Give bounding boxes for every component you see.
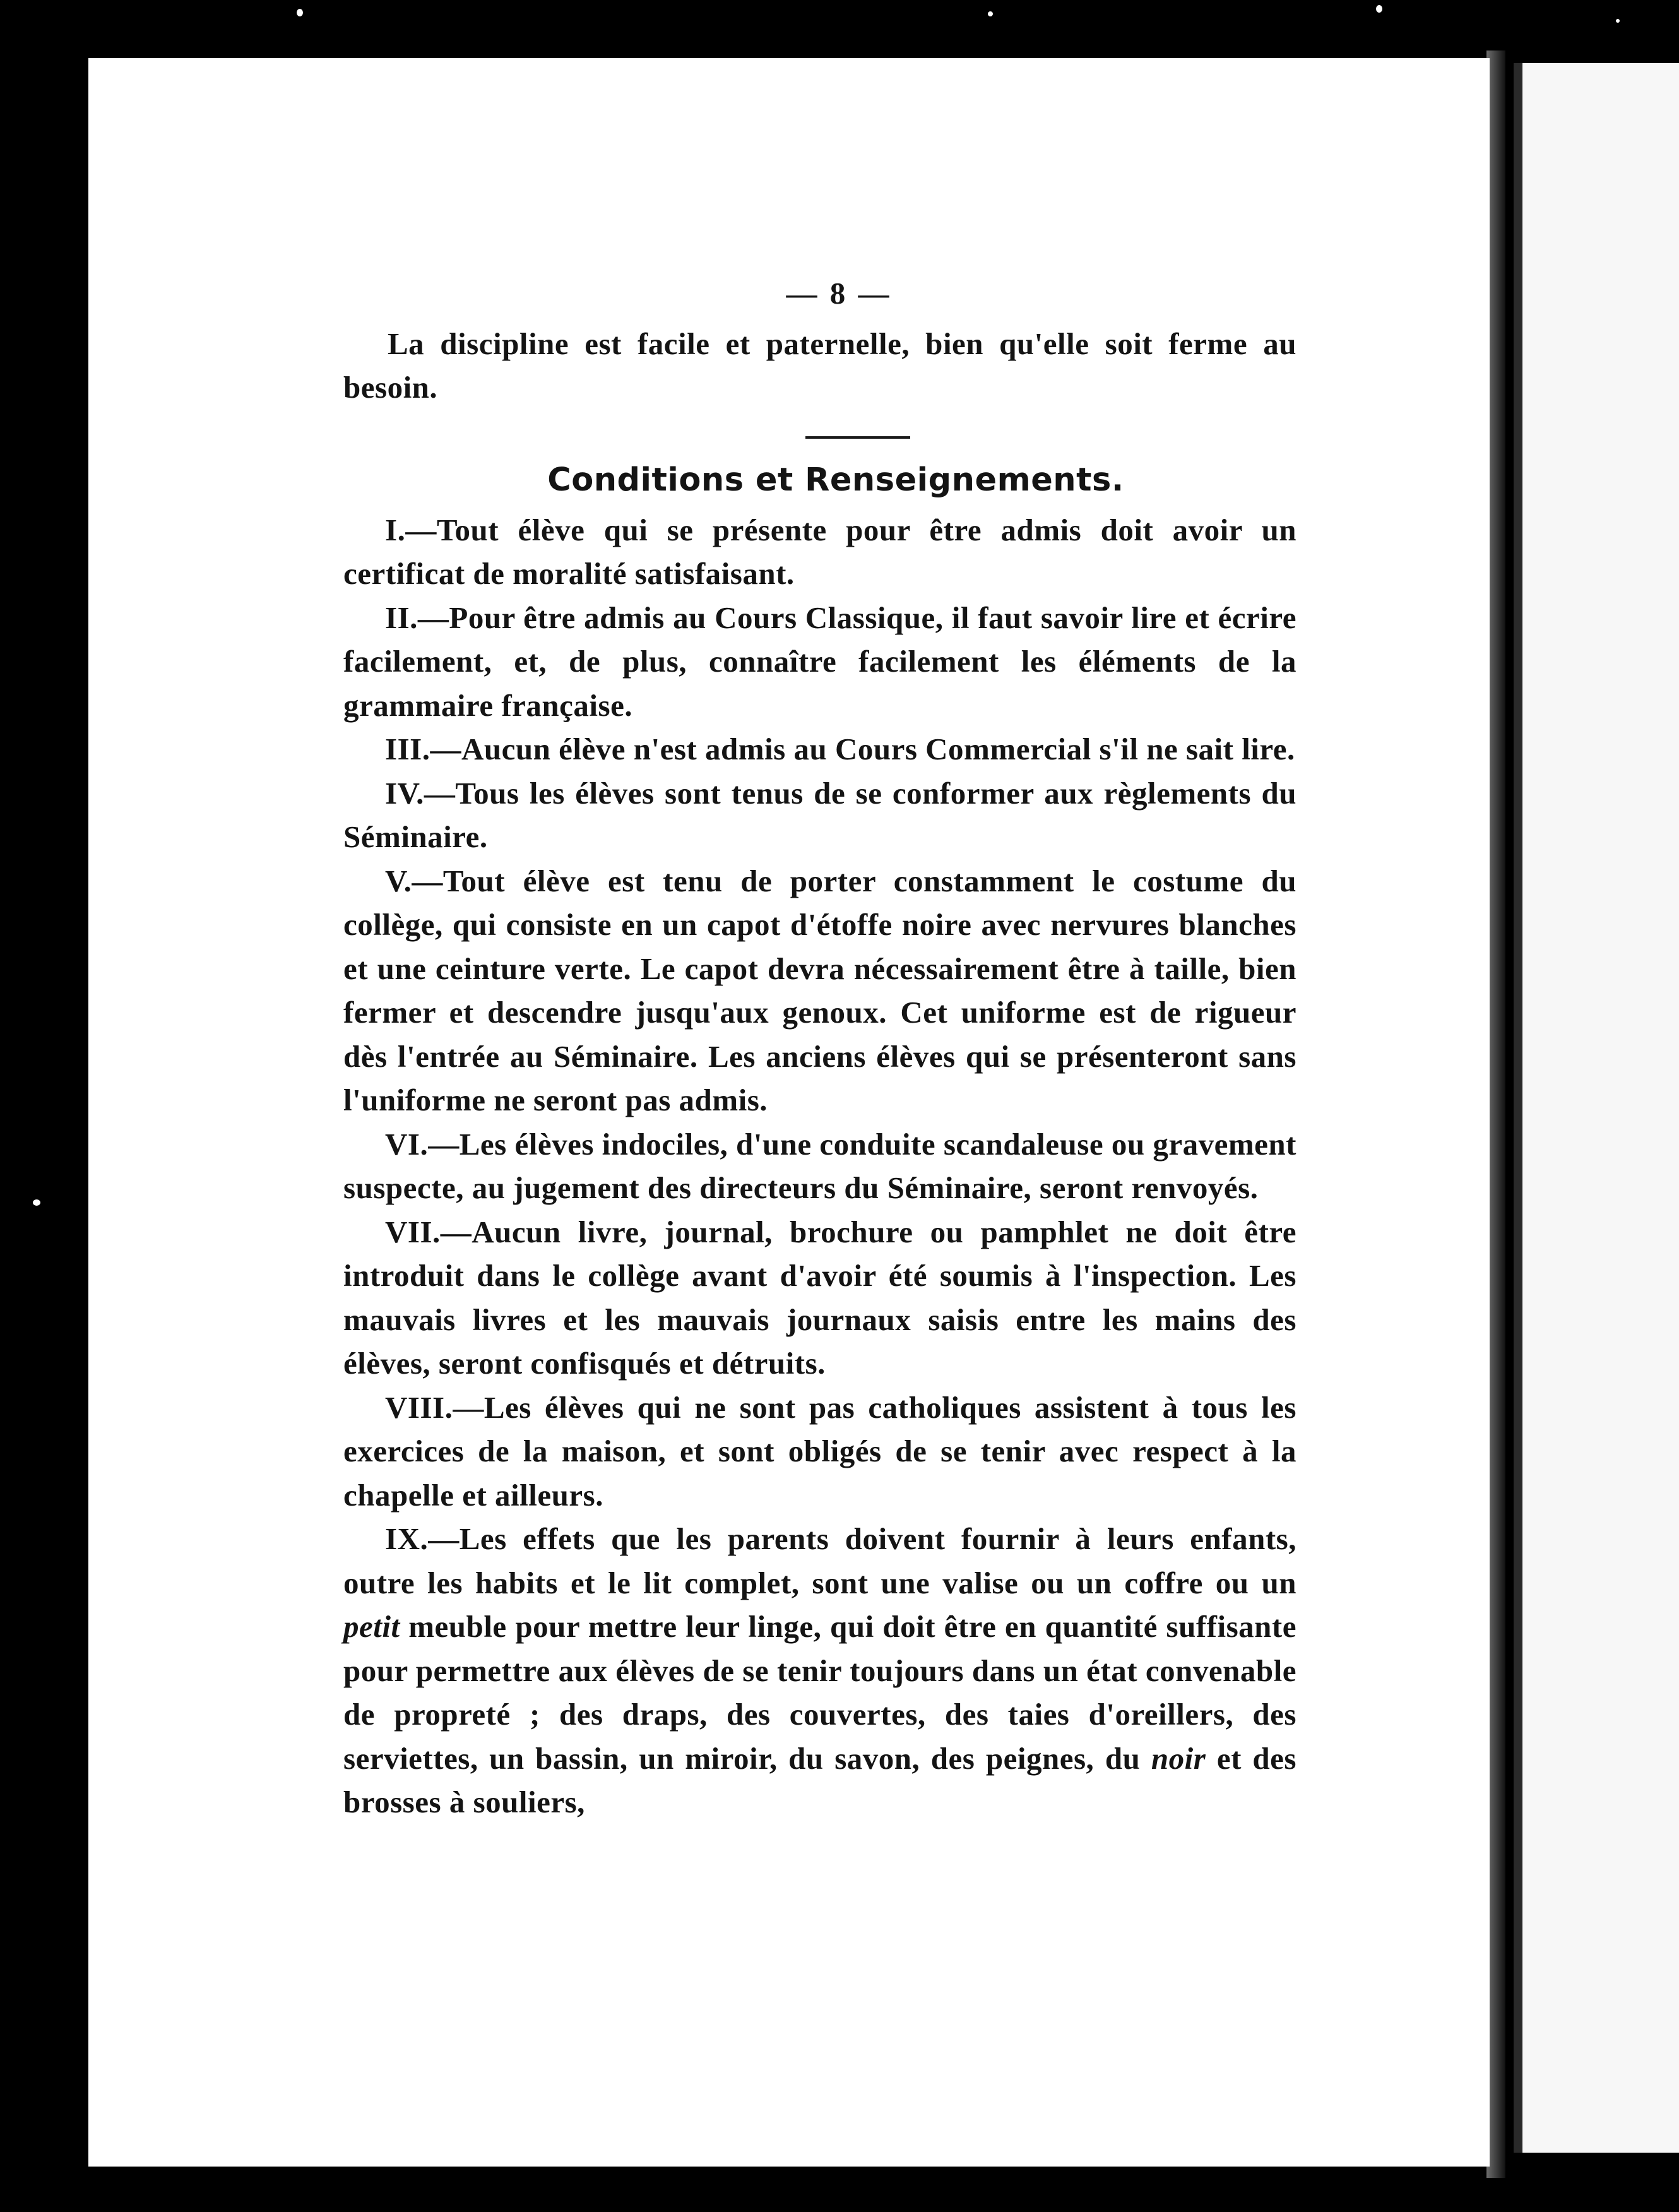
facing-page-edge [1514, 63, 1522, 2153]
item-number: II.— [385, 600, 449, 635]
item-number: IV.— [385, 775, 456, 811]
item-text-italic: noir [1151, 1740, 1206, 1776]
item-5 [343, 859, 1296, 1122]
page-text [343, 271, 1296, 1824]
item-1 [343, 508, 1296, 596]
item-9 [343, 1517, 1296, 1824]
item-text: Les élèves indociles, d'une conduite scandaleuse ou gravement suspecte, au jugement des directeurs du Séminaire, seront renvoyés. [343, 1126, 1296, 1205]
scan-speck [297, 9, 303, 16]
scan-speck [1616, 19, 1620, 23]
item-text: Tout élève est tenu de porter constamment le costume du collège, qui consiste en un capot d'étoffe noire avec nervures blanches et une ceinture verte. Le capot devra nécessairement être à taille, bien fermer et descendre jusqu'aux genoux. Cet uniforme est de rigueur dès l'entrée au Séminaire. Les anciens élèves qui se présenteront sans l'uniforme ne seront pas admis. [343, 863, 1296, 1117]
item-text: et des brosses à souliers, [343, 1740, 1296, 1819]
item-number: VI.— [385, 1126, 460, 1162]
item-number: III.— [385, 732, 461, 766]
facing-page [1514, 63, 1679, 2153]
scan-speck [988, 11, 993, 16]
item-text: Les effets que les parents doivent fournir à leurs enfants, outre les habits et le lit complet, sont une valise ou un coffre ou un [343, 1521, 1296, 1600]
item-number: IX.— [385, 1521, 460, 1556]
section-title: Conditions et Renseignements. [547, 461, 1124, 499]
scan-speck [33, 1199, 40, 1206]
item-number: VII.— [385, 1214, 472, 1249]
item-3 [343, 727, 1296, 771]
item-text: meuble pour mettre leur linge, qui doit être en quantité suffisante pour permettre aux élèves de se tenir toujours dans un état convenable de propreté ; des draps, des couvertes, des taies d'oreillers, des serviettes, un bassin, un miroir, du savon, des peignes, du [343, 1609, 1296, 1776]
intro-paragraph: La discipline est facile et paternelle, bien qu'elle soit ferme au besoin. [343, 326, 1296, 405]
item-text: Les élèves qui ne sont pas catholiques assistent à tous les exercices de la maison, et sont obligés de se tenir avec respect à la chapelle et ailleurs. [343, 1389, 1296, 1513]
page-number: — 8 — [786, 276, 892, 311]
item-text: Tous les élèves sont tenus de se conformer aux règlements du Séminaire. [343, 775, 1296, 854]
item-2 [343, 596, 1296, 728]
section-divider [805, 436, 910, 439]
item-8 [343, 1386, 1296, 1518]
item-text-italic: petit [343, 1609, 400, 1644]
item-text: Pour être admis au Cours Classique, il faut savoir lire et écrire facilement, et, de plus, connaître facilement les éléments de la grammaire française. [343, 600, 1296, 723]
item-7 [343, 1210, 1296, 1386]
item-text: Aucun élève n'est admis au Cours Commercial s'il ne sait lire. [461, 732, 1295, 766]
scan-speck [1376, 5, 1382, 13]
item-number: V.— [385, 863, 443, 898]
item-text: Tout élève qui se présente pour être admis doit avoir un certificat de moralité satisfaisant. [343, 512, 1296, 591]
item-number: I.— [385, 512, 437, 547]
item-6 [343, 1122, 1296, 1210]
item-text: Aucun livre, journal, brochure ou pamphlet ne doit être introduit dans le collège avant d'avoir été soumis à l'inspection. Les mauvais livres et les mauvais journaux saisis entre les mains des élèves, seront confisqués et détruits. [343, 1214, 1296, 1381]
item-number: VIII.— [385, 1389, 484, 1425]
item-4 [343, 771, 1296, 859]
